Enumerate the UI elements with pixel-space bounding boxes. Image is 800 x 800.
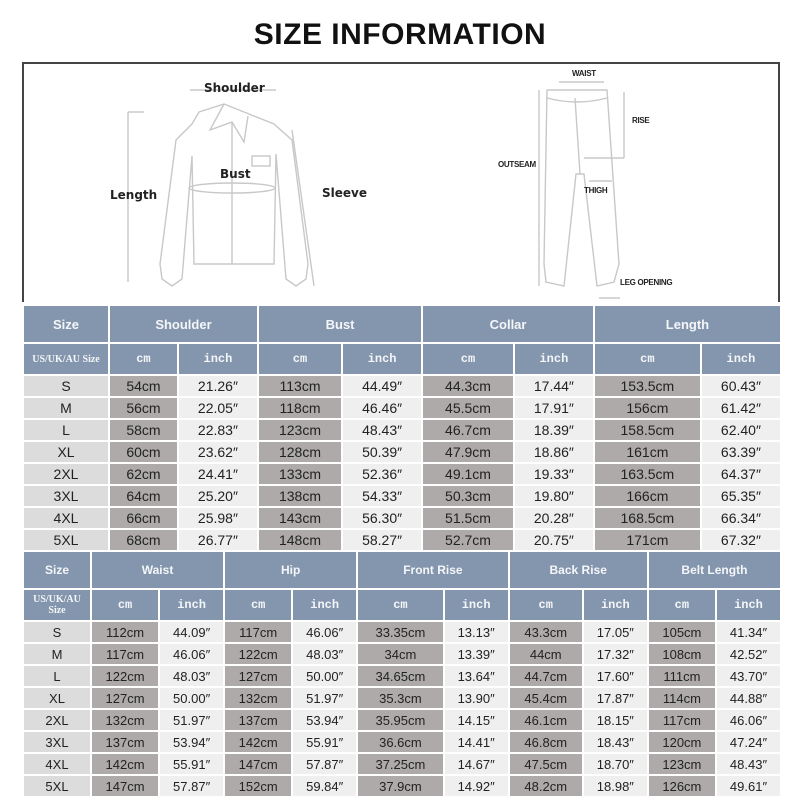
cm-cell: 44.3cm [423,376,513,396]
table-row [24,710,780,730]
size-cell: 5XL [24,776,90,796]
cm-cell: 153.5cm [595,376,700,396]
cm-cell: 37.25cm [358,754,443,774]
group-header: Hip [225,552,356,588]
group-header: Bust [259,306,421,342]
cm-cell: 108cm [649,644,715,664]
cm-cell: 112cm [92,622,158,642]
cm-cell: 113cm [259,376,341,396]
inch-cell: 25.20″ [179,486,257,506]
cm-cell: 126cm [649,776,715,796]
length-label: Length [110,188,158,202]
unit-header: inch [717,590,780,620]
shoulder-label: Shoulder [204,81,265,95]
inch-cell: 67.32″ [702,530,780,550]
sleeve-label: Sleeve [322,186,367,200]
inch-cell: 17.60″ [584,666,647,686]
leg-opening-label: LEG OPENING [620,278,673,287]
cm-cell: 127cm [225,666,291,686]
cm-cell: 132cm [225,688,291,708]
cm-cell: 120cm [649,732,715,752]
inch-cell: 14.15″ [445,710,508,730]
table-row [24,376,780,396]
cm-cell: 37.9cm [358,776,443,796]
table-row [24,442,780,462]
unit-header: inch [160,590,223,620]
inch-cell: 57.87″ [160,776,223,796]
inch-cell: 53.94″ [293,710,356,730]
cm-cell: 47.9cm [423,442,513,462]
cm-cell: 163.5cm [595,464,700,484]
cm-cell: 143cm [259,508,341,528]
inch-cell: 18.98″ [584,776,647,796]
size-subheader: US/UK/AU Size [24,590,90,620]
inch-cell: 63.39″ [702,442,780,462]
size-cell: M [24,644,90,664]
cm-cell: 117cm [649,710,715,730]
group-header: Front Rise [358,552,507,588]
cm-cell: 142cm [92,754,158,774]
table-row [24,398,780,418]
cm-cell: 62cm [110,464,177,484]
top-size-table [22,304,782,552]
cm-cell: 46.1cm [510,710,582,730]
cm-cell: 66cm [110,508,177,528]
group-header: Length [595,306,780,342]
size-cell: 4XL [24,754,90,774]
unit-header: inch [702,344,780,374]
inch-cell: 13.13″ [445,622,508,642]
cm-cell: 48.2cm [510,776,582,796]
cm-cell: 44cm [510,644,582,664]
cm-cell: 122cm [225,644,291,664]
unit-header: cm [423,344,513,374]
unit-header: cm [110,344,177,374]
cm-cell: 156cm [595,398,700,418]
size-cell: 4XL [24,508,108,528]
inch-cell: 55.91″ [293,732,356,752]
unit-header: cm [649,590,715,620]
unit-header: inch [293,590,356,620]
inch-cell: 17.05″ [584,622,647,642]
inch-cell: 51.97″ [293,688,356,708]
table-row [24,464,780,484]
size-cell: 2XL [24,464,108,484]
inch-cell: 49.61″ [717,776,780,796]
inch-cell: 54.33″ [343,486,421,506]
cm-cell: 148cm [259,530,341,550]
inch-cell: 14.92″ [445,776,508,796]
inch-cell: 50.39″ [343,442,421,462]
cm-cell: 166cm [595,486,700,506]
inch-cell: 18.43″ [584,732,647,752]
table-row [24,644,780,664]
cm-cell: 43.3cm [510,622,582,642]
cm-cell: 127cm [92,688,158,708]
outseam-label: OUTSEAM [498,160,536,169]
inch-cell: 17.32″ [584,644,647,664]
inch-cell: 51.97″ [160,710,223,730]
cm-cell: 68cm [110,530,177,550]
cm-cell: 46.8cm [510,732,582,752]
cm-cell: 132cm [92,710,158,730]
inch-cell: 44.49″ [343,376,421,396]
unit-header: inch [343,344,421,374]
cm-cell: 52.7cm [423,530,513,550]
inch-cell: 44.88″ [717,688,780,708]
table-row [24,420,780,440]
cm-cell: 117cm [225,622,291,642]
inch-cell: 46.06″ [160,644,223,664]
thigh-label: THIGH [584,186,608,195]
size-cell: 3XL [24,732,90,752]
inch-cell: 57.87″ [293,754,356,774]
inch-cell: 18.86″ [515,442,593,462]
inch-cell: 24.41″ [179,464,257,484]
inch-cell: 17.44″ [515,376,593,396]
inch-cell: 56.30″ [343,508,421,528]
cm-cell: 142cm [225,732,291,752]
inch-cell: 13.64″ [445,666,508,686]
rise-label: RISE [632,116,650,125]
unit-header: cm [259,344,341,374]
inch-cell: 64.37″ [702,464,780,484]
cm-cell: 60cm [110,442,177,462]
inch-cell: 17.91″ [515,398,593,418]
inch-cell: 47.24″ [717,732,780,752]
cm-cell: 47.5cm [510,754,582,774]
cm-cell: 49.1cm [423,464,513,484]
unit-header: inch [584,590,647,620]
cm-cell: 35.3cm [358,688,443,708]
cm-cell: 64cm [110,486,177,506]
unit-header: cm [358,590,443,620]
inch-cell: 14.41″ [445,732,508,752]
cm-cell: 105cm [649,622,715,642]
table-row [24,666,780,686]
cm-cell: 117cm [92,644,158,664]
cm-cell: 51.5cm [423,508,513,528]
inch-cell: 26.77″ [179,530,257,550]
table-row [24,688,780,708]
cm-cell: 35.95cm [358,710,443,730]
unit-header: cm [595,344,700,374]
group-header: Waist [92,552,223,588]
inch-cell: 58.27″ [343,530,421,550]
inch-cell: 13.39″ [445,644,508,664]
size-cell: 2XL [24,710,90,730]
cm-cell: 33.35cm [358,622,443,642]
size-cell: M [24,398,108,418]
inch-cell: 61.42″ [702,398,780,418]
inch-cell: 62.40″ [702,420,780,440]
table-row [24,622,780,642]
size-cell: L [24,666,90,686]
cm-cell: 45.5cm [423,398,513,418]
garment-sketch-icon [24,64,782,304]
unit-header: inch [515,344,593,374]
cm-cell: 46.7cm [423,420,513,440]
unit-header: inch [179,344,257,374]
cm-cell: 50.3cm [423,486,513,506]
unit-header: cm [225,590,291,620]
cm-cell: 147cm [92,776,158,796]
inch-cell: 25.98″ [179,508,257,528]
cm-cell: 54cm [110,376,177,396]
cm-cell: 137cm [225,710,291,730]
inch-cell: 18.15″ [584,710,647,730]
cm-cell: 147cm [225,754,291,774]
size-subheader: US/UK/AU Size [24,344,108,374]
cm-cell: 152cm [225,776,291,796]
cm-cell: 123cm [259,420,341,440]
inch-cell: 43.70″ [717,666,780,686]
inch-cell: 66.34″ [702,508,780,528]
unit-header: cm [92,590,158,620]
cm-cell: 34cm [358,644,443,664]
inch-cell: 48.03″ [293,644,356,664]
inch-cell: 53.94″ [160,732,223,752]
cm-cell: 161cm [595,442,700,462]
inch-cell: 46.06″ [717,710,780,730]
inch-cell: 20.75″ [515,530,593,550]
inch-cell: 14.67″ [445,754,508,774]
cm-cell: 158.5cm [595,420,700,440]
size-cell: 3XL [24,486,108,506]
table-row [24,508,780,528]
inch-cell: 48.43″ [343,420,421,440]
cm-cell: 45.4cm [510,688,582,708]
waist-label: WAIST [572,69,596,78]
inch-cell: 21.26″ [179,376,257,396]
table-row [24,732,780,752]
measurement-diagram [22,62,780,302]
size-header: Size [24,306,108,342]
inch-cell: 46.06″ [293,622,356,642]
group-header: Collar [423,306,593,342]
inch-cell: 18.39″ [515,420,593,440]
table-row [24,754,780,774]
unit-header: cm [510,590,582,620]
cm-cell: 123cm [649,754,715,774]
inch-cell: 65.35″ [702,486,780,506]
cm-cell: 114cm [649,688,715,708]
cm-cell: 34.65cm [358,666,443,686]
group-header: Belt Length [649,552,780,588]
table-row [24,486,780,506]
size-header: Size [24,552,90,588]
cm-cell: 44.7cm [510,666,582,686]
cm-cell: 36.6cm [358,732,443,752]
cm-cell: 58cm [110,420,177,440]
size-cell: S [24,376,108,396]
size-cell: XL [24,688,90,708]
cm-cell: 133cm [259,464,341,484]
inch-cell: 20.28″ [515,508,593,528]
bottom-size-table [22,550,782,798]
inch-cell: 50.00″ [160,688,223,708]
inch-cell: 46.46″ [343,398,421,418]
size-cell: 5XL [24,530,108,550]
inch-cell: 48.43″ [717,754,780,774]
size-cell: XL [24,442,108,462]
inch-cell: 60.43″ [702,376,780,396]
table-row [24,776,780,796]
inch-cell: 48.03″ [160,666,223,686]
inch-cell: 41.34″ [717,622,780,642]
cm-cell: 122cm [92,666,158,686]
cm-cell: 128cm [259,442,341,462]
group-header: Shoulder [110,306,257,342]
inch-cell: 17.87″ [584,688,647,708]
inch-cell: 44.09″ [160,622,223,642]
page-title: SIZE INFORMATION [253,18,547,51]
inch-cell: 19.33″ [515,464,593,484]
inch-cell: 42.52″ [717,644,780,664]
inch-cell: 50.00″ [293,666,356,686]
inch-cell: 19.80″ [515,486,593,506]
cm-cell: 111cm [649,666,715,686]
inch-cell: 23.62″ [179,442,257,462]
cm-cell: 56cm [110,398,177,418]
inch-cell: 22.05″ [179,398,257,418]
cm-cell: 171cm [595,530,700,550]
inch-cell: 13.90″ [445,688,508,708]
inch-cell: 52.36″ [343,464,421,484]
cm-cell: 118cm [259,398,341,418]
size-cell: S [24,622,90,642]
bust-label: Bust [220,167,251,181]
inch-cell: 55.91″ [160,754,223,774]
table-row [24,530,780,550]
cm-cell: 137cm [92,732,158,752]
inch-cell: 59.84″ [293,776,356,796]
inch-cell: 22.83″ [179,420,257,440]
size-cell: L [24,420,108,440]
cm-cell: 168.5cm [595,508,700,528]
cm-cell: 138cm [259,486,341,506]
unit-header: inch [445,590,508,620]
inch-cell: 18.70″ [584,754,647,774]
group-header: Back Rise [510,552,647,588]
